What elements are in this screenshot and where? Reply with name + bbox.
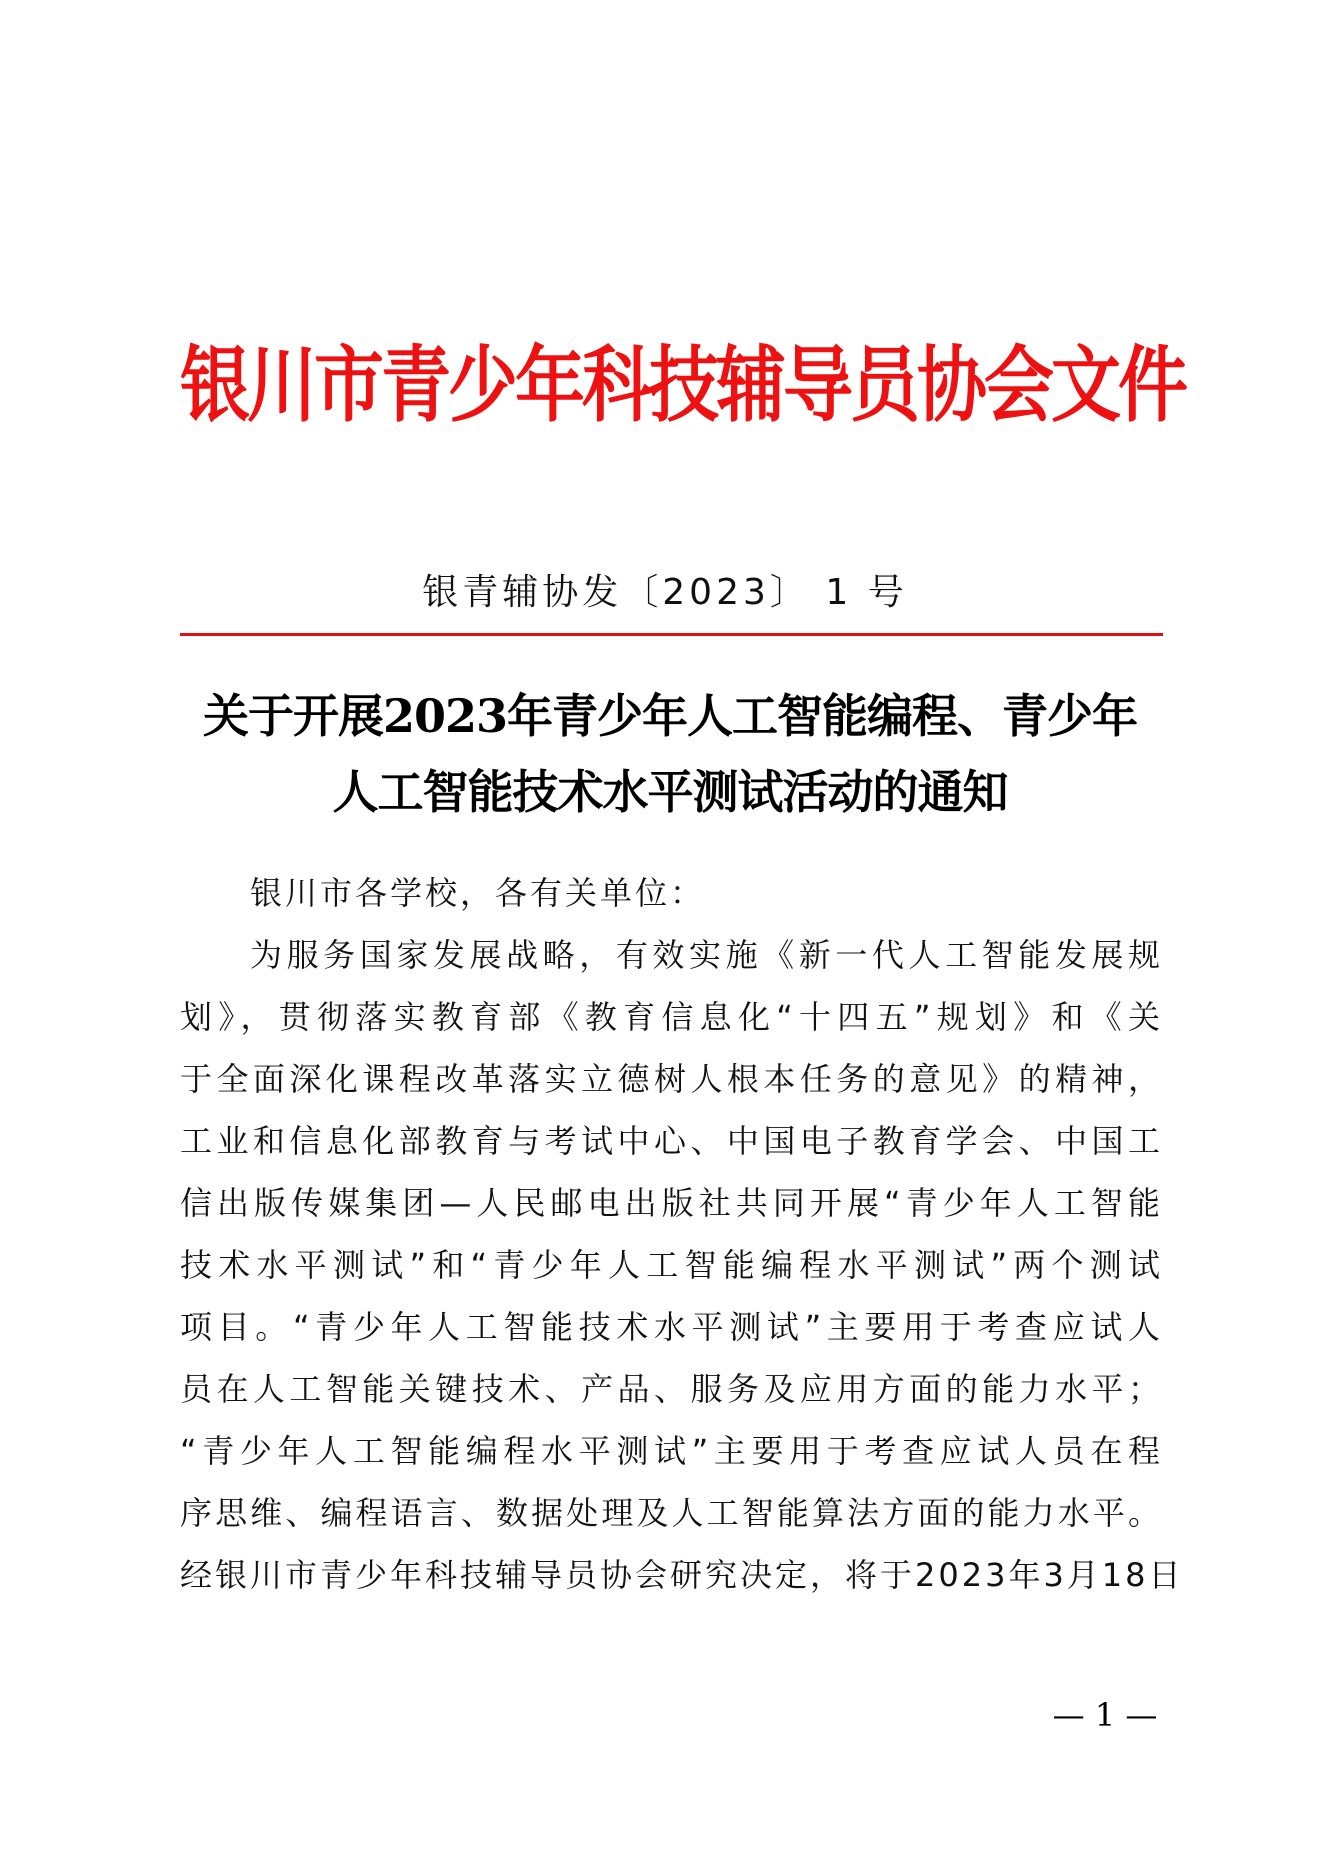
body-line: 员在人工智能关键技术、产品、服务及应用方面的能力水平； — [180, 1370, 1163, 1408]
body-line: 划》，贯彻落实教育部《教育信息化“十四五”规划》和《关 — [180, 998, 1163, 1036]
issuing-organization-title: 银川市青少年科技辅导员协会文件 — [180, 336, 1185, 434]
body-line: 于全面深化课程改革落实立德树人根本任务的意见》的精神， — [180, 1060, 1163, 1098]
body-line: 序思维、编程语言、数据处理及人工智能算法方面的能力水平。 — [180, 1494, 1163, 1532]
body-line: 工业和信息化部教育与考试中心、中国电子教育学会、中国工 — [180, 1122, 1163, 1160]
page-number: — 1 — — [1052, 1696, 1158, 1734]
document-number: 银青辅协发〔2023〕 1 号 — [422, 572, 908, 613]
document-title — [175, 678, 1165, 830]
body-line: 为服务国家发展战略，有效实施《新一代人工智能发展规 — [250, 936, 1163, 974]
document-title-line-1: 关于开展2023年青少年人工智能编程、青少年 — [202, 689, 1138, 743]
body-line: 技术水平测试”和“青少年人工智能编程水平测试”两个测试 — [180, 1246, 1163, 1284]
red-divider-line — [180, 633, 1163, 636]
document-title-line-2: 人工智能技术水平测试活动的通知 — [332, 765, 1008, 819]
salutation: 银川市各学校，各有关单位： — [250, 874, 706, 912]
body-line: 经银川市青少年科技辅导员协会研究决定，将于2023年3月18日 — [180, 1556, 1184, 1594]
document-body — [180, 862, 1184, 1606]
body-line: “青少年人工智能编程水平测试”主要用于考查应试人员在程 — [180, 1432, 1163, 1470]
body-line: 信出版传媒集团—人民邮电出版社共同开展“青少年人工智能 — [180, 1184, 1163, 1222]
body-line: 项目。“青少年人工智能技术水平测试”主要用于考查应试人 — [180, 1308, 1163, 1346]
